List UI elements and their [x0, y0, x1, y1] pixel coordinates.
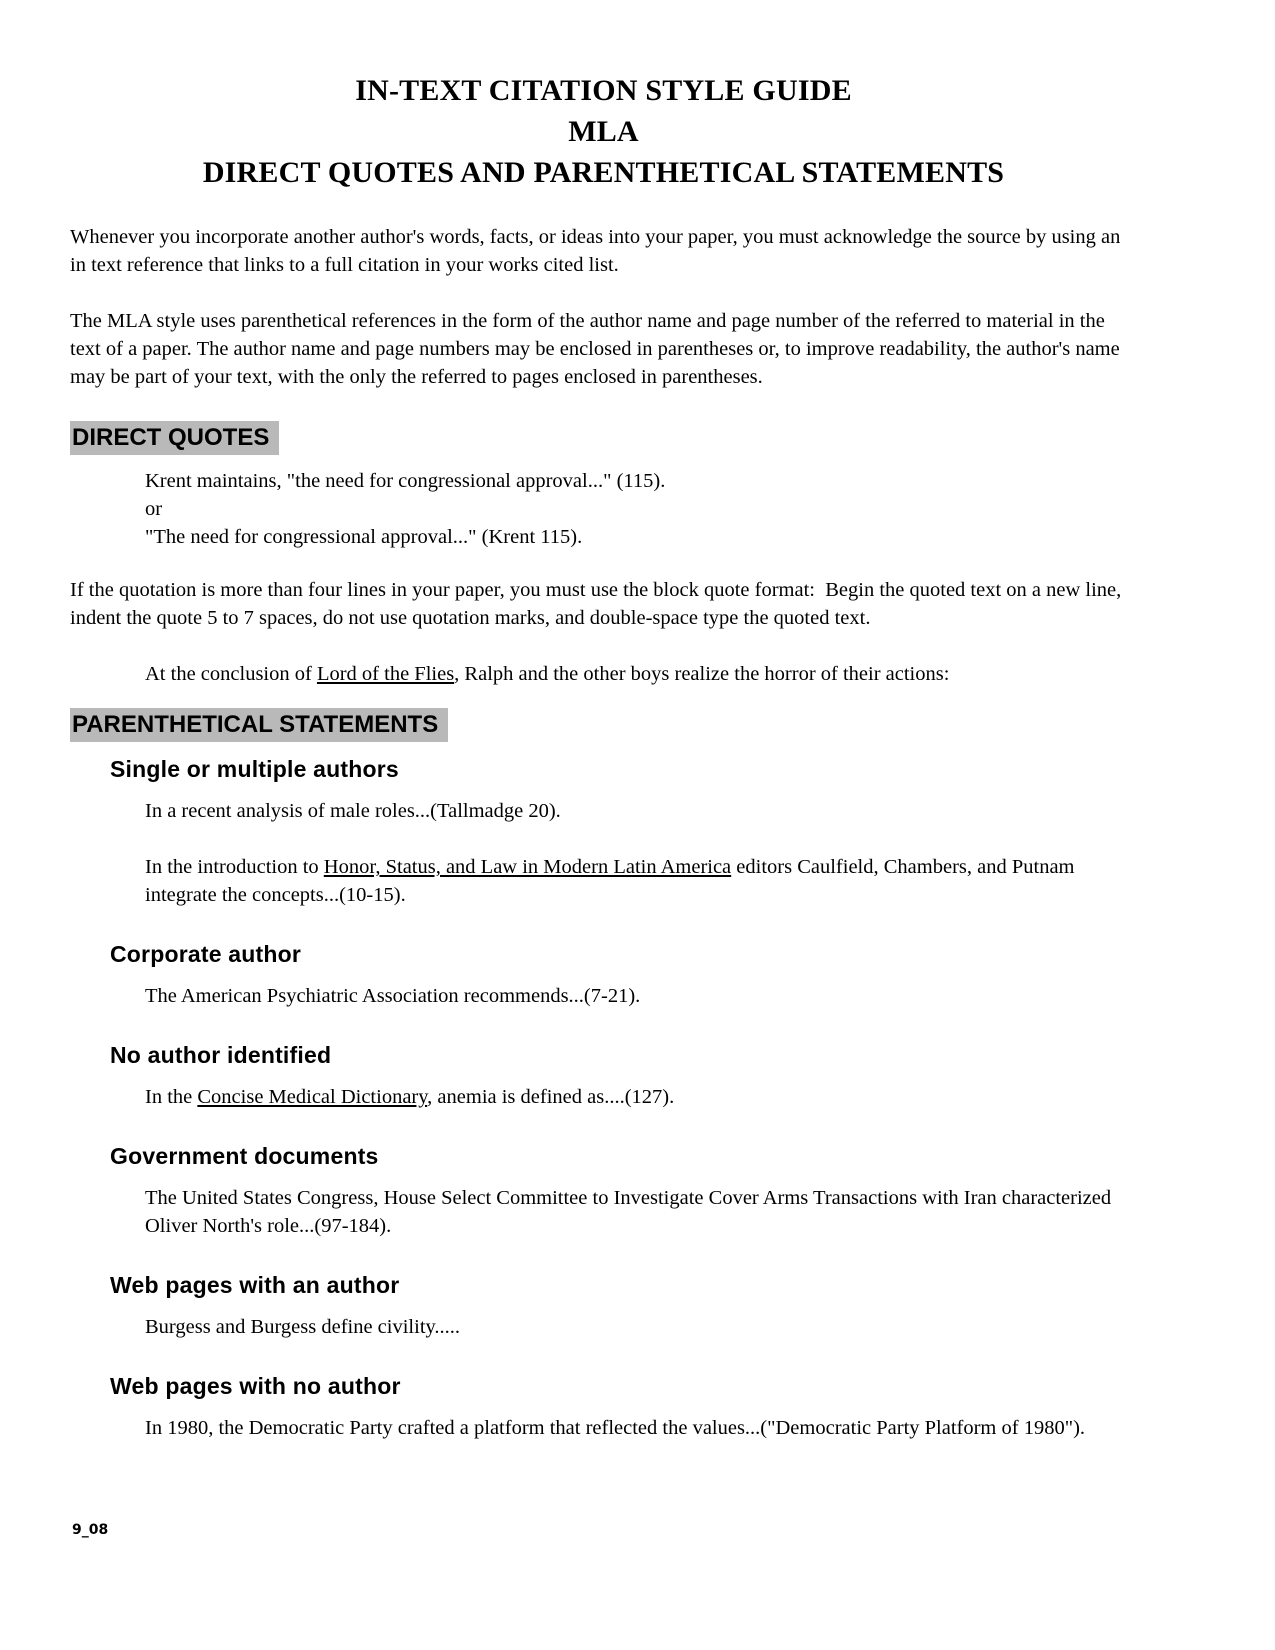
example-line [145, 797, 1137, 825]
example-text: , Ralph and the other boys realize the horror of their actions: [454, 663, 950, 685]
example-line [145, 1313, 1137, 1341]
direct-quotes-heading: DIRECT QUOTES [70, 421, 279, 455]
document-title [70, 70, 1137, 193]
title-line-2: MLA [568, 115, 639, 148]
underlined-book-title: Lord of the Flies [316, 663, 455, 685]
example-text: The American Psychiatric Association recommends...(7-21). [145, 985, 641, 1007]
block-quote-example [145, 660, 1137, 688]
example-line-krent-1: Krent maintains, "the need for congressional approval..." (115). [145, 470, 666, 492]
intro-paragraph-1: Whenever you incorporate another author's words, facts, or ideas into your paper, you must acknowledge the source by using an in text reference that links to a full citation in your works cited list. [70, 226, 1126, 276]
subsection-single-or-multiple-authors [70, 754, 1137, 909]
subsection-no-author-identified [70, 1040, 1137, 1111]
example-line-or: or [145, 498, 163, 520]
subsection-title: Corporate author [110, 941, 302, 967]
title-line-1: IN-TEXT CITATION STYLE GUIDE [355, 74, 852, 107]
example-line [145, 1184, 1137, 1240]
example-text: Burgess and Burgess define civility..... [145, 1316, 461, 1338]
example-text: The United States Congress, House Select Committee to Investigate Cover Arms Transactions with Iran characterized Oliver North's role...(97-184). [145, 1187, 1112, 1237]
subsection-corporate-author [70, 939, 1137, 1010]
parenthetical-section [70, 708, 1137, 742]
example-text: , anemia is defined as....(127). [427, 1086, 675, 1108]
direct-quotes-examples [70, 467, 1137, 551]
example-text: In a recent analysis of male roles...(Tallmadge 20). [145, 800, 561, 822]
example-text: In the [145, 1086, 198, 1108]
example-text: At the conclusion of [145, 663, 317, 685]
subsection-title: No author identified [110, 1042, 332, 1068]
subsection-title: Web pages with no author [110, 1373, 401, 1399]
underlined-book-title: Concise Medical Dictionary [197, 1086, 428, 1108]
subsection-web-pages-with-author [70, 1270, 1137, 1341]
example-text: In 1980, the Democratic Party crafted a platform that reflected the values...("Democratic Party Platform of 1980"). [145, 1417, 1086, 1439]
intro-paragraph-2: The MLA style uses parenthetical references in the form of the author name and page number of the referred to material in the text of a paper. The author name and page numbers may be enclosed in parentheses or, to improve readability, the author's name may be part of your text, with the only the referred to pages enclosed in parentheses. [70, 310, 1125, 388]
example-line [145, 982, 1137, 1010]
subsection-title: Government documents [110, 1143, 379, 1169]
example-line-krent-2: "The need for congressional approval..." (Krent 115). [145, 526, 583, 548]
block-quote-rule-paragraph: If the quotation is more than four lines in your paper, you must use the block quote format: Begin the quoted text on a new line, indent the quote 5 to 7 spaces, do not use quotation marks, and double-space type the quoted text. [70, 579, 1127, 629]
underlined-book-title: Honor, Status, and Law in Modern Latin America [323, 856, 732, 878]
direct-quotes-section [70, 421, 1137, 455]
example-line [145, 1083, 1137, 1111]
subsection-title: Web pages with an author [110, 1272, 400, 1298]
parenthetical-heading: PARENTHETICAL STATEMENTS [70, 708, 448, 742]
subsection-government-documents [70, 1141, 1137, 1240]
title-line-3: DIRECT QUOTES AND PARENTHETICAL STATEMENTS [202, 156, 1005, 189]
example-line [145, 853, 1137, 909]
subsection-web-pages-no-author [70, 1371, 1137, 1442]
example-text: In the introduction to [145, 856, 324, 878]
subsection-title: Single or multiple authors [110, 756, 399, 782]
version-footer: 9_08 [72, 1522, 109, 1538]
example-text: editors Caulfield, Chambers, and Putnam integrate the concepts...(10-15). [145, 856, 1075, 906]
example-line [145, 1414, 1137, 1442]
